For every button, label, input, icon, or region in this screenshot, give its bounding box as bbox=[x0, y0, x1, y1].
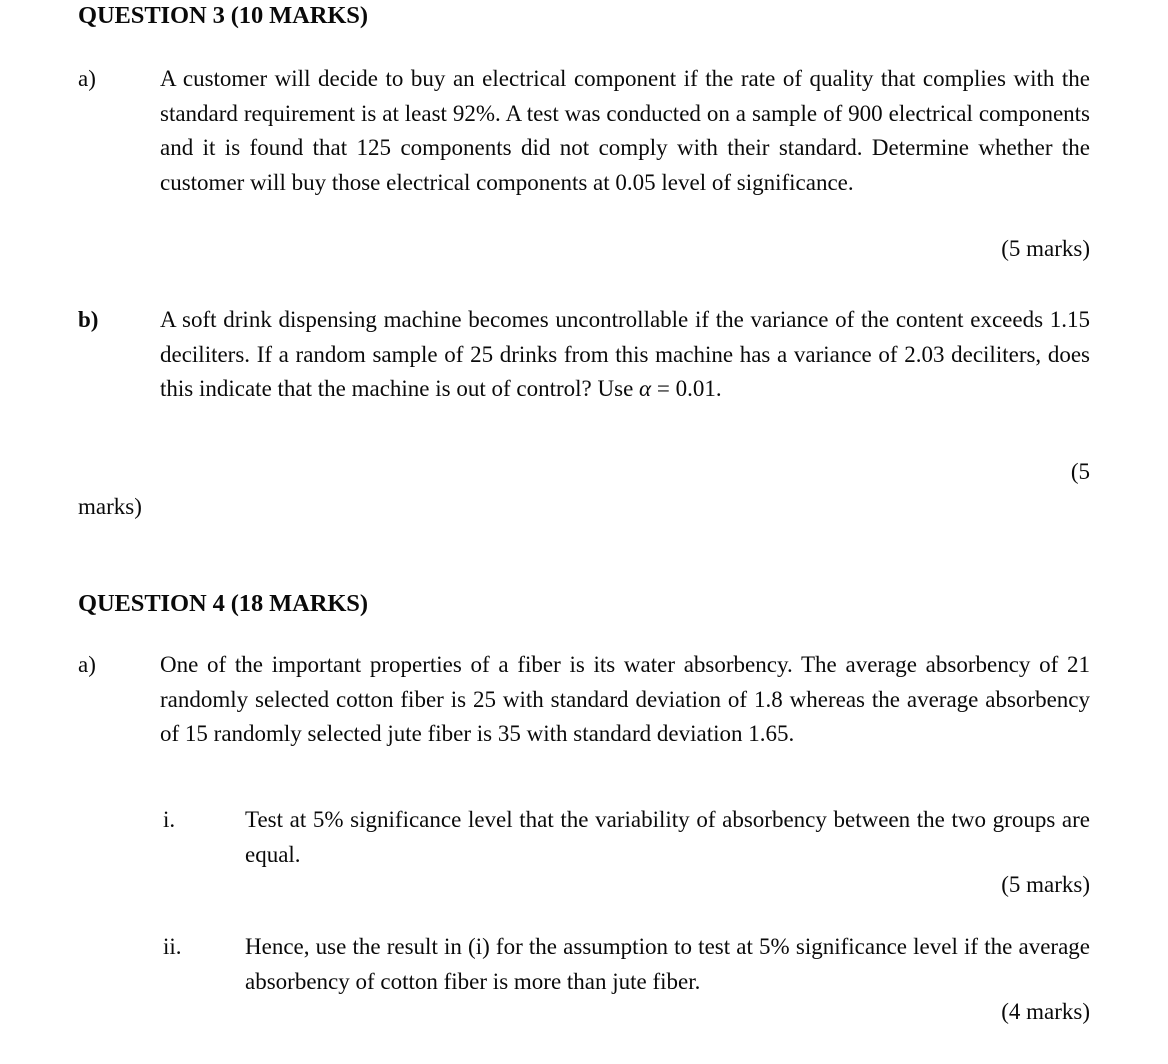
question-3-part-a bbox=[78, 62, 1090, 200]
question-3-heading: QUESTION 3 (10 MARKS) bbox=[78, 2, 368, 29]
question-4-part-a-subpart-ii-marks: (4 marks) bbox=[1001, 999, 1090, 1024]
question-4-part-a bbox=[78, 648, 1090, 752]
question-3-part-b-text bbox=[160, 303, 1090, 407]
question-4-part-a-subpart-i-marks: (5 marks) bbox=[1001, 872, 1090, 897]
question-4-part-a-label: a) bbox=[78, 652, 96, 677]
question-3-part-b-text-tail: = 0.01. bbox=[651, 376, 722, 401]
question-4-part-a-subpart-i-label: i. bbox=[163, 807, 176, 832]
question-3-part-a-marks: (5 marks) bbox=[1001, 236, 1090, 261]
question-4-part-a-subpart-i bbox=[163, 803, 1090, 872]
question-4-part-a-text: One of the important properties of a fiber is its water absorbency. The average absorbency of 21 randomly selected cotton fiber is 25 with standard deviation of 1.8 whereas the average absorbency of 15 randomly selected jute fiber is 35 with standard deviation 1.65. bbox=[160, 652, 1090, 746]
question-4-part-a-subpart-ii-label: ii. bbox=[163, 934, 182, 959]
question-3-part-b-text-block bbox=[160, 303, 1090, 407]
question-4-part-a-subpart-ii-text: Hence, use the result in (i) for the assumption to test at 5% significance level if the average absorbency of cotton fiber is more than jute fiber. bbox=[245, 934, 1090, 994]
question-4-part-a-subpart-i-text-block bbox=[245, 803, 1090, 872]
question-3-part-a-label: a) bbox=[78, 66, 96, 91]
question-3-part-b-marks-line2: marks) bbox=[78, 494, 142, 519]
question-3-part-a-text: A customer will decide to buy an electrical component if the rate of quality that complies with the standard requirement is at least 92%. A test was conducted on a sample of 900 electrical components and it is found that 125 components did not comply with their standard. Determine whether the customer will buy those electrical components at 0.05 level of significance. bbox=[160, 66, 1090, 195]
question-3-part-b-text-main: A soft drink dispensing machine becomes uncontrollable if the variance of the content exceeds 1.15 deciliters. If a random sample of 25 drinks from this machine has a variance of 2.03 deciliters, does this indicate that the machine is out of control? Use bbox=[160, 307, 1090, 401]
question-4-part-a-subpart-ii-text-block bbox=[245, 930, 1090, 999]
question-3-part-b-marks-line1: (5 bbox=[1070, 459, 1090, 484]
question-3-part-b-label: b) bbox=[78, 307, 99, 332]
question-4-part-a-text-block bbox=[160, 648, 1090, 752]
question-4-part-a-subpart-ii bbox=[163, 930, 1090, 999]
question-3-part-b bbox=[78, 303, 1090, 407]
question-4-heading: QUESTION 4 (18 MARKS) bbox=[78, 590, 368, 617]
question-4-part-a-subpart-i-text: Test at 5% significance level that the variability of absorbency between the two groups are equal. bbox=[245, 807, 1090, 867]
alpha-symbol: α bbox=[639, 376, 652, 401]
question-3-part-a-text-block bbox=[160, 62, 1090, 200]
